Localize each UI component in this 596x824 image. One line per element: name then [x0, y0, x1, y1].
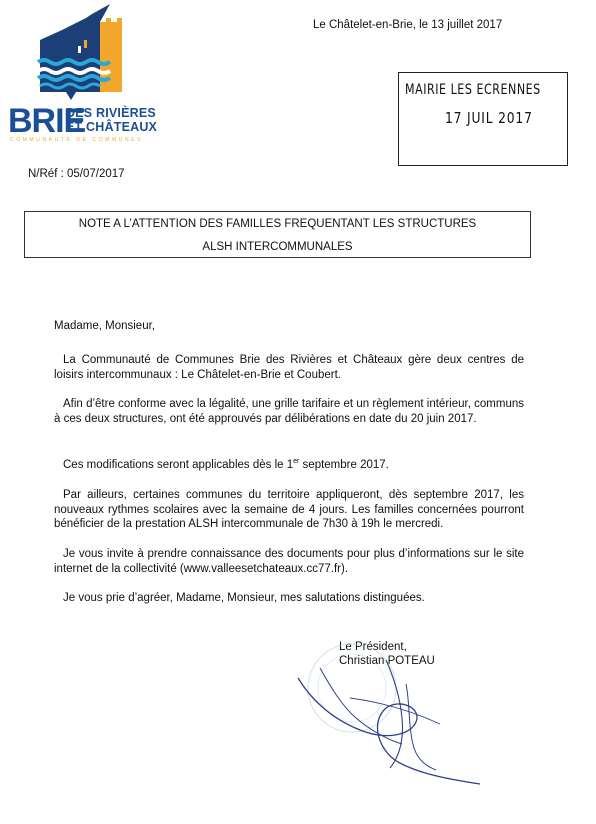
salutation: Madame, Monsieur, [54, 320, 155, 332]
brand-line2: ET CHÂTEAUX [66, 120, 158, 134]
note-title-line1: NOTE A L’ATTENTION DES FAMILLES FREQUENTANT LES STRUCTURES [78, 218, 477, 230]
paragraph-1: La Communauté de Communes Brie des Rivières et Châteaux gère deux centres de loisirs intercommunaux : Le Châtelet-en-Brie et Coubert. [54, 354, 524, 381]
brand-subtitle: COMMUNAUTÉ DE COMMUNES [10, 137, 144, 143]
note-title-line2: ALSH INTERCOMMUNALES [202, 241, 353, 253]
stamp-line1: MAIRIE LES ECRENNES [405, 82, 541, 98]
paragraph-2: Afin d’être conforme avec la légalité, une grille tarifaire et un règlement intérieur, communs à ces deux structures, ont été approuvés par délibérations en date du 20 juin 2017. [54, 398, 524, 425]
paragraph-3 [54, 458, 524, 473]
paragraph-5: Je vous invite à prendre connaissance des documents pour plus d’informations sur le site internet de la collectivité (www.valleesetchateaux.cc77.fr). [54, 548, 524, 575]
reference: N/Réf : 05/07/2017 [28, 168, 125, 180]
signatory-role: Le Président, [339, 641, 407, 653]
signatory-name: Christian POTEAU [339, 655, 435, 667]
brand-main: BRIE [8, 102, 86, 140]
paragraph-3-end: septembre 2017. [299, 459, 389, 471]
paragraph-4: Par ailleurs, certaines communes du territoire appliqueront, dès septembre 2017, les nouveaux rythmes scolaires avec la semaine de 4 jours. Les familles concernées pourront bénéficier de la prestation ALSH intercommunale de 7h30 à 19h le mercredi. [54, 489, 524, 530]
reception-stamp [398, 72, 568, 166]
brand-line1: DES RIVIÈRES [66, 106, 156, 120]
dateline: Le Châtelet-en-Brie, le 13 juillet 2017 [313, 19, 503, 31]
note-title-box [24, 211, 531, 258]
paragraph-6: Je vous prie d’agréer, Madame, Monsieur, mes salutations distinguées. [63, 592, 425, 604]
logo [0, 0, 190, 150]
paragraph-3-text: Ces modifications seront applicables dès le 1 [63, 459, 294, 471]
handwritten-signature-icon [290, 638, 510, 788]
paragraph-3-sup: er [293, 458, 300, 466]
stamp-date: 17 JUIL 2017 [445, 109, 533, 127]
